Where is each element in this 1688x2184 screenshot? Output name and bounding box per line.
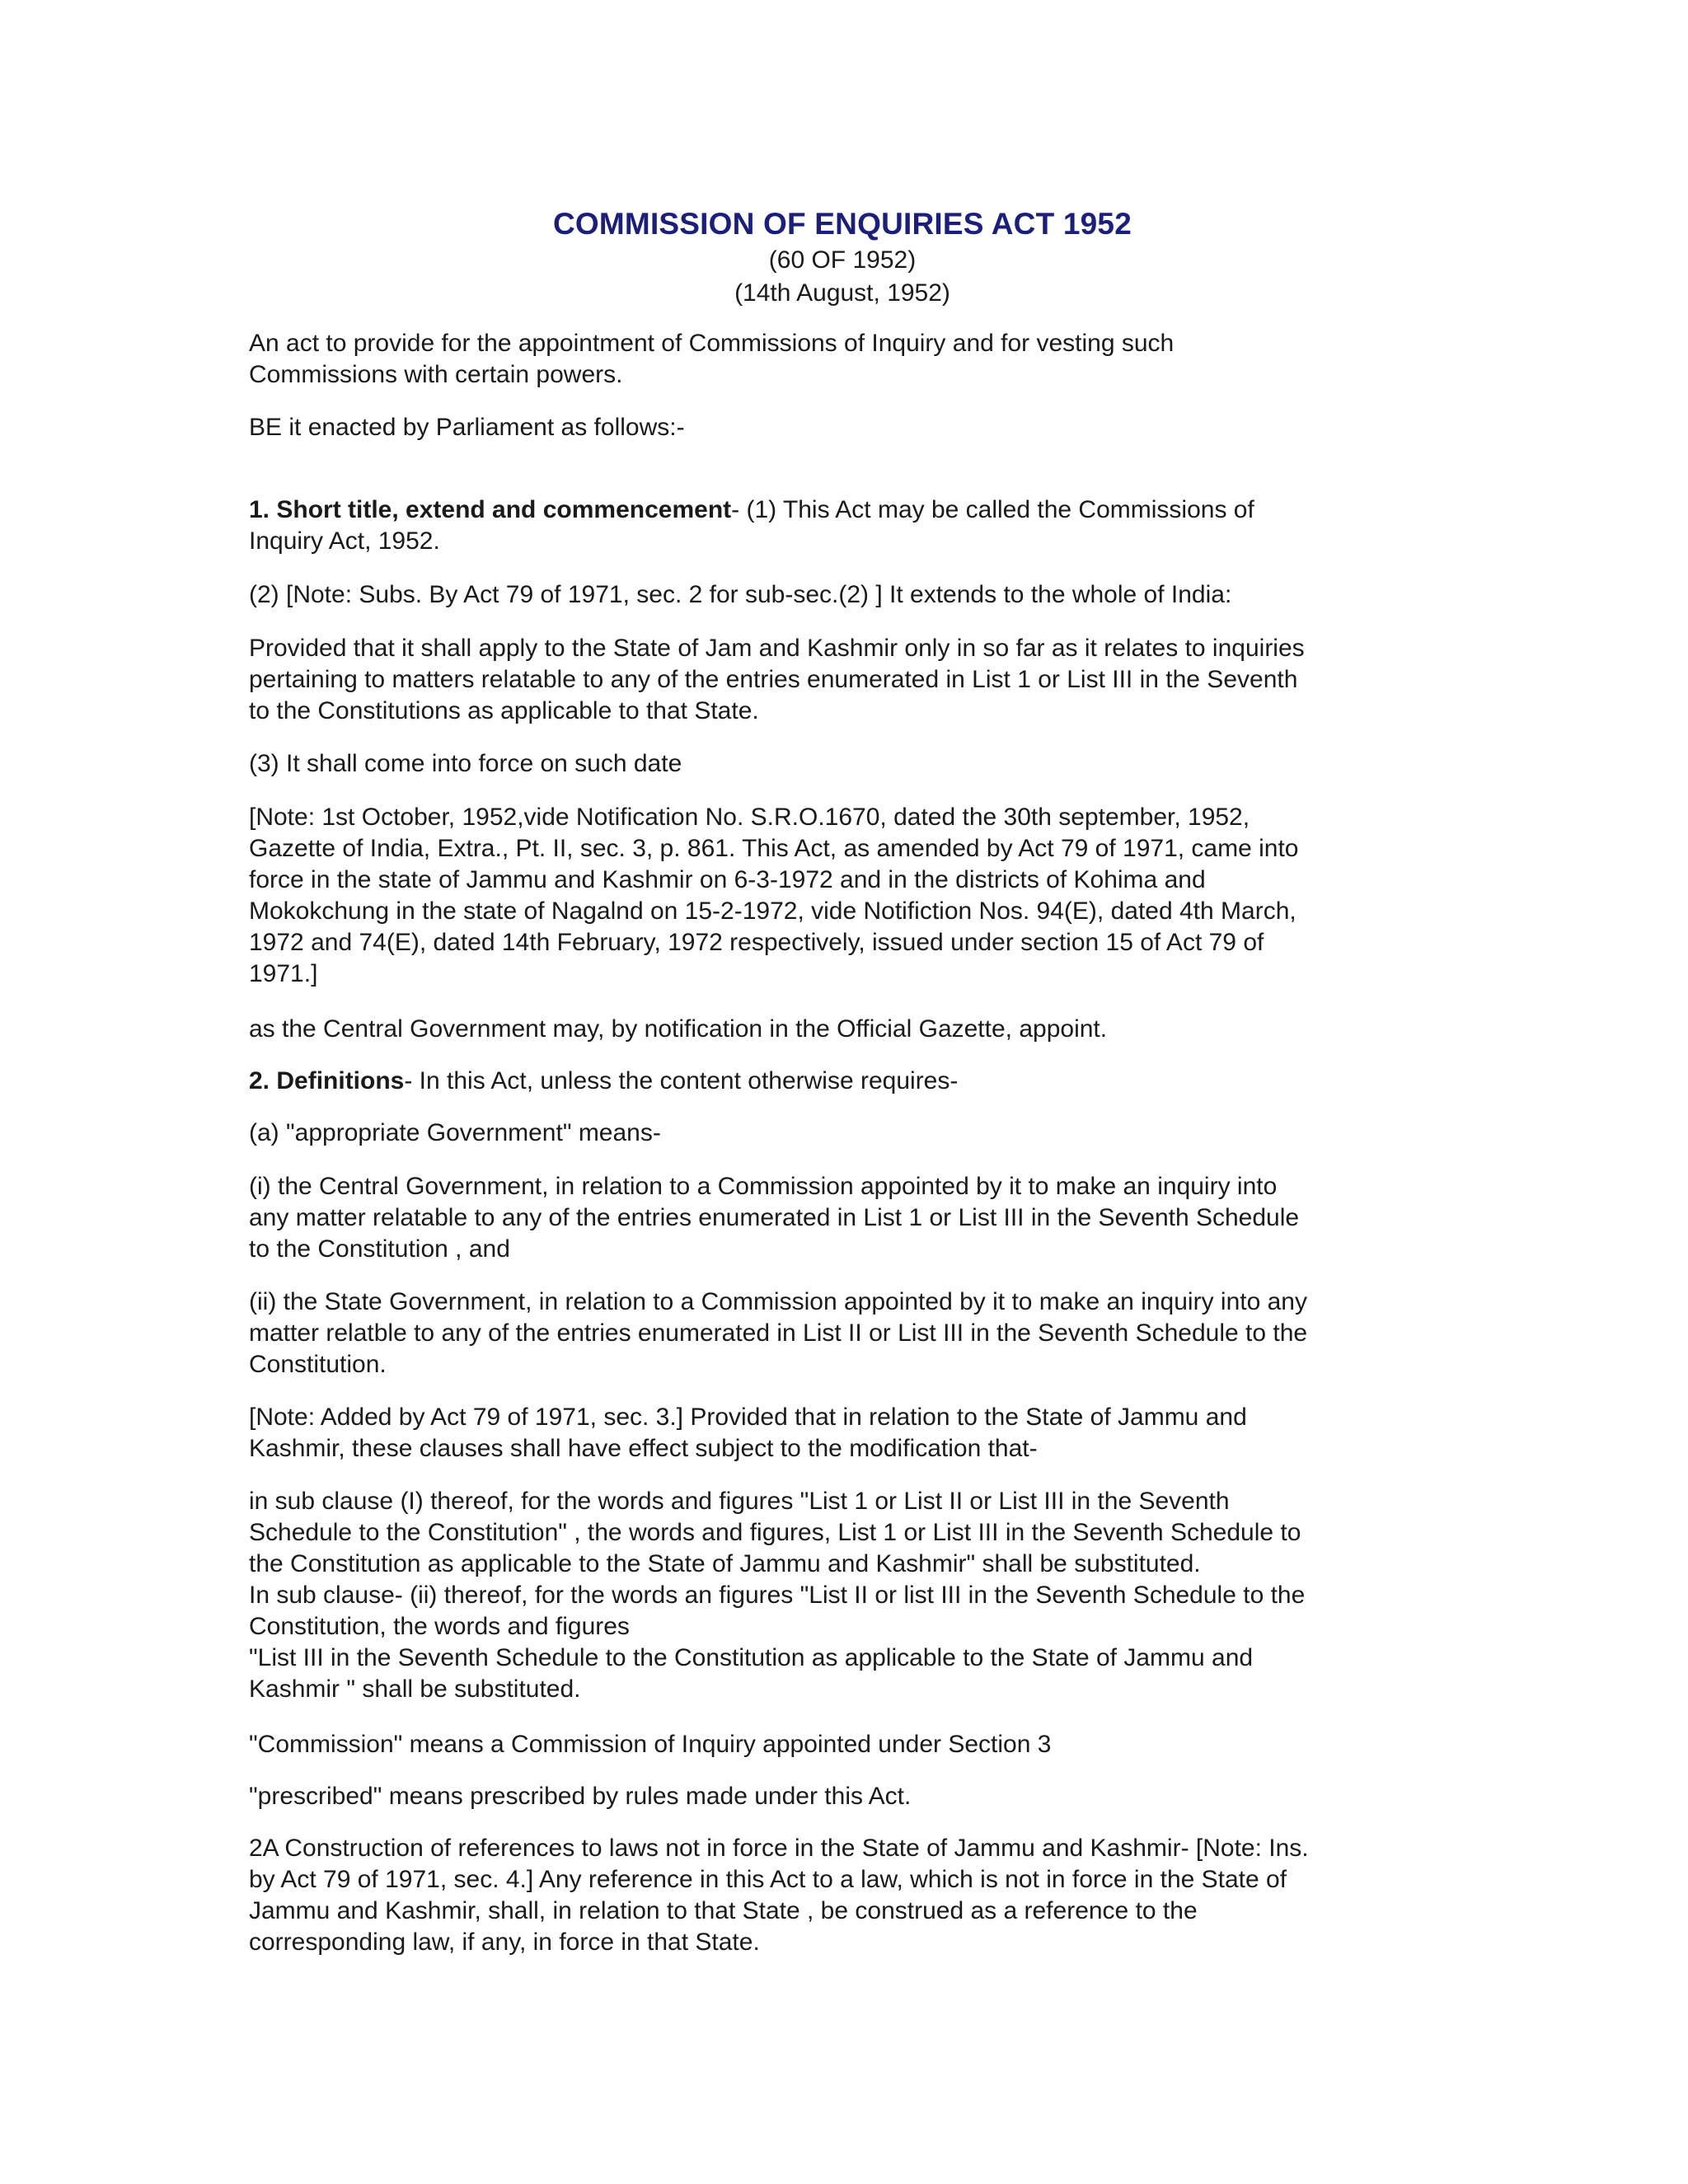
act-date: (14th August, 1952) bbox=[734, 279, 950, 307]
note-line: Gazette of India, Extra., Pt. II, sec. 3, p. 861. This Act, as amended by Act 79 of 1971, came into bbox=[249, 835, 1299, 862]
commencement-note bbox=[249, 802, 1444, 990]
section-1-line bbox=[249, 494, 1444, 526]
modification-line: "List III in the Seventh Schedule to the Constitution as applicable to the State of Jammu and bbox=[249, 1644, 1254, 1671]
modification-line: Constitution, the words and figures bbox=[249, 1613, 630, 1640]
definition-line: to the Constitution , and bbox=[249, 1235, 510, 1263]
modification-line: in sub clause (I) thereof, for the words and figures "List 1 or List II or List III in the Seventh bbox=[249, 1488, 1230, 1515]
definition-line: (ii) the State Government, in relation to a Commission appointed by it to make an inquiry into any bbox=[249, 1288, 1307, 1315]
modification-line: In sub clause- (ii) thereof, for the words an figures "List II or list III in the Seventh Schedule to the bbox=[249, 1582, 1306, 1609]
definition-line: matter relatble to any of the entries enumerated in List II or List III in the Seventh Schedule to the bbox=[249, 1319, 1308, 1347]
section-2a-paragraph bbox=[249, 1833, 1444, 1958]
subsection-2: (2) [Note: Subs. By Act 79 of 1971, sec. 2 for sub-sec.(2) ] It extends to the whole of India: bbox=[249, 581, 1232, 608]
preamble-line: Commissions with certain powers. bbox=[249, 361, 623, 388]
definition-i bbox=[249, 1171, 1444, 1265]
section-1-line: Inquiry Act, 1952. bbox=[249, 527, 440, 555]
section-2a-line: by Act 79 of 1971, sec. 4.] Any reference in this Act to a law, which is not in force in the State of bbox=[249, 1866, 1287, 1893]
note-line: [Note: 1st October, 1952,vide Notification No. S.R.O.1670, dated the 30th september, 1952, bbox=[249, 804, 1250, 831]
preamble-paragraph bbox=[249, 328, 1444, 391]
definition-commission: "Commission" means a Commission of Inquiry appointed under Section 3 bbox=[249, 1731, 1052, 1758]
note-line: Kashmir, these clauses shall have effect subject to the modification that- bbox=[249, 1435, 1038, 1462]
proviso-line: pertaining to matters relatable to any of the entries enumerated in List 1 or List III in the Seventh bbox=[249, 666, 1298, 693]
modification-line: the Constitution as applicable to the State of Jammu and Kashmir" shall be substituted. bbox=[249, 1550, 1201, 1577]
note-line: [Note: Added by Act 79 of 1971, sec. 3.] Provided that in relation to the State of Jammu and bbox=[249, 1404, 1247, 1431]
section-2a-line: Jammu and Kashmir, shall, in relation to that State , be construed as a reference to the bbox=[249, 1897, 1198, 1924]
subsection-3: (3) It shall come into force on such date bbox=[249, 750, 682, 777]
proviso-line: Provided that it shall apply to the State of Jam and Kashmir only in so far as it relates to inquiries bbox=[249, 635, 1305, 662]
section-2-paragraph bbox=[249, 1066, 1444, 1097]
definition-prescribed: "prescribed" means prescribed by rules made under this Act. bbox=[249, 1783, 912, 1810]
section-2a-line: 2A Construction of references to laws not in force in the State of Jammu and Kashmir- [Note: Ins. bbox=[249, 1835, 1309, 1862]
definition-line: (i) the Central Government, in relation to a Commission appointed by it to make an inquiry into bbox=[249, 1173, 1278, 1200]
note-line: Mokokchung in the state of Nagalnd on 15-2-1972, vide Notifiction Nos. 94(E), dated 4th March, bbox=[249, 898, 1296, 925]
note-line: force in the state of Jammu and Kashmir on 6-3-1972 and in the districts of Kohima and bbox=[249, 866, 1206, 893]
definition-a: (a) "appropriate Government" means- bbox=[249, 1119, 661, 1146]
document-title: COMMISSION OF ENQUIRIES ACT 1952 bbox=[553, 207, 1132, 241]
modification-line: Schedule to the Constitution" , the words and figures, List 1 or List III in the Seventh Schedule to bbox=[249, 1519, 1301, 1546]
central-government-clause: as the Central Government may, by notification in the Official Gazette, appoint. bbox=[249, 1015, 1108, 1043]
modification-line: Kashmir " shall be substituted. bbox=[249, 1675, 581, 1703]
preamble-line: An act to provide for the appointment of Commissions of Inquiry and for vesting such bbox=[249, 330, 1175, 357]
section-2-text: - In this Act, unless the content otherwise requires- bbox=[404, 1067, 959, 1094]
added-note bbox=[249, 1402, 1444, 1465]
modification-paragraph bbox=[249, 1486, 1444, 1705]
note-line: 1972 and 74(E), dated 14th February, 1972 respectively, issued under section 15 of Act 79 of bbox=[249, 929, 1264, 956]
proviso-line: to the Constitutions as applicable to that State. bbox=[249, 697, 759, 724]
definition-line: any matter relatable to any of the entries enumerated in List 1 or List III in the Seventh Schedule bbox=[249, 1204, 1300, 1231]
section-1-text: - (1) This Act may be called the Commissions of bbox=[731, 496, 1254, 523]
note-line: 1971.] bbox=[249, 960, 318, 987]
section-1-paragraph bbox=[249, 494, 1444, 557]
section-2a-line: corresponding law, if any, in force in that State. bbox=[249, 1929, 760, 1956]
definition-line: Constitution. bbox=[249, 1351, 387, 1378]
title-block bbox=[249, 204, 1436, 310]
enacting-clause: BE it enacted by Parliament as follows:- bbox=[249, 414, 685, 441]
section-2-heading: 2. Definitions bbox=[249, 1067, 405, 1094]
definition-ii bbox=[249, 1286, 1444, 1380]
proviso-paragraph bbox=[249, 633, 1444, 727]
section-1-heading: 1. Short title, extend and commencement bbox=[249, 496, 732, 523]
act-number: (60 OF 1952) bbox=[768, 246, 917, 274]
